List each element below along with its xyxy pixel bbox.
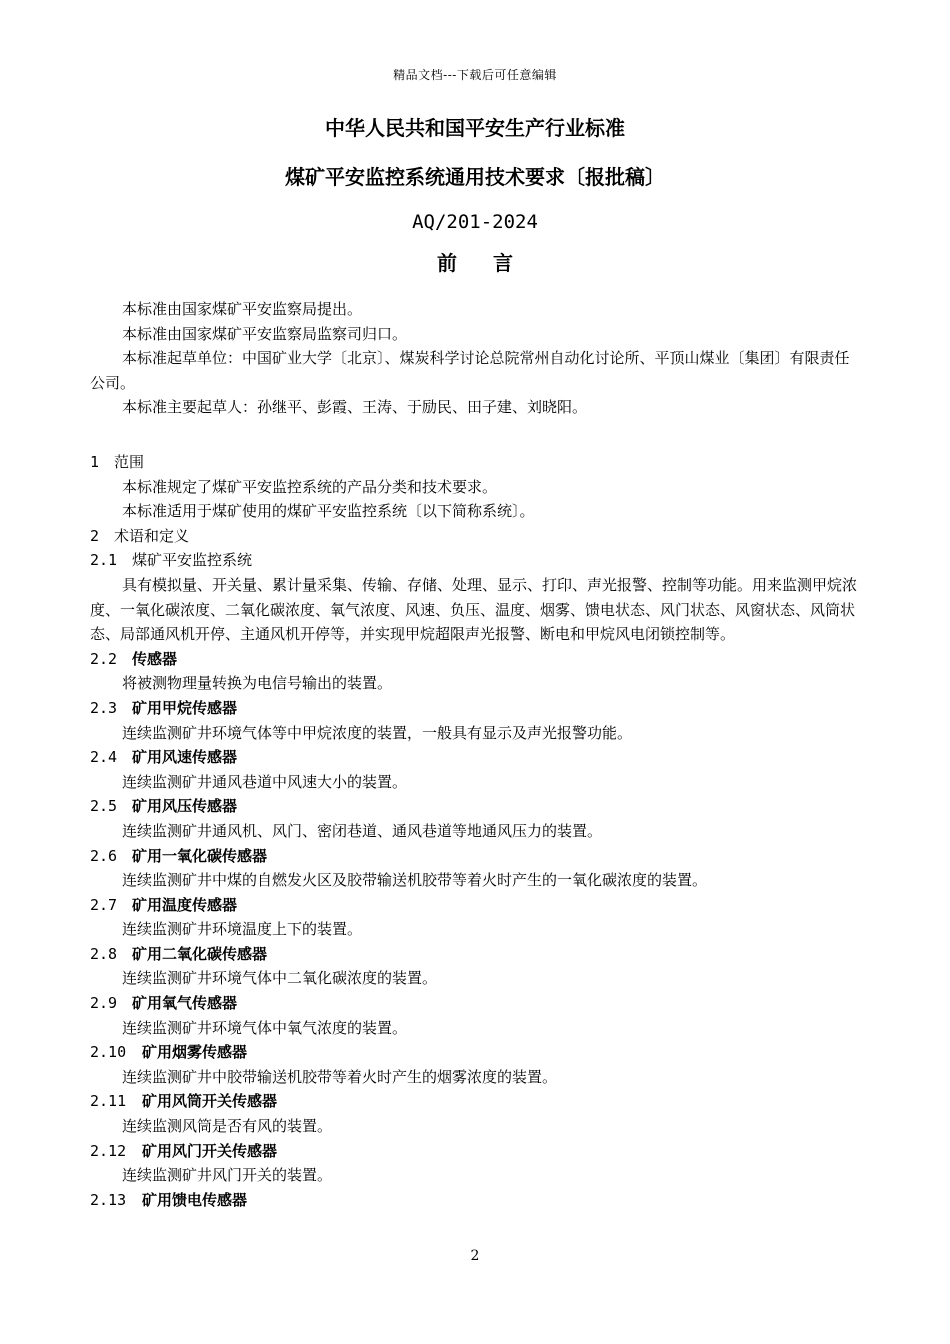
section-title: 术语和定义 xyxy=(114,526,190,545)
section-heading xyxy=(90,524,860,549)
section-number: 2.9 xyxy=(90,994,118,1013)
section-number: 2.6 xyxy=(90,846,118,865)
section-title: 矿用甲烷传感器 xyxy=(132,698,238,717)
section-heading xyxy=(90,942,860,967)
section-number: 2.10 xyxy=(90,1043,127,1062)
section-title: 范围 xyxy=(114,453,145,471)
section-number: 2.8 xyxy=(90,944,118,963)
section-paragraph: 连续监测矿井中胶带输送机胶带等着火时产生的烟雾浓度的装置。 xyxy=(122,1067,558,1086)
section-paragraph: 本标准适用于煤矿使用的煤矿平安监控系统〔以下简称系统〕。 xyxy=(122,502,535,521)
section-paragraph: 连续监测矿井环境气体等中甲烷浓度的装置，一般具有显示及声光报警功能。 xyxy=(122,723,633,742)
section-title: 矿用温度传感器 xyxy=(132,895,238,914)
section-heading xyxy=(90,696,860,721)
document-title: 煤矿平安监控系统通用技术要求〔报批稿〕 xyxy=(285,165,665,189)
section-title: 矿用风筒开关传感器 xyxy=(142,1092,278,1111)
section-number: 2.13 xyxy=(90,1190,127,1209)
section-number: 2.3 xyxy=(90,698,118,717)
section-title: 传感器 xyxy=(132,649,178,668)
section-heading xyxy=(90,745,860,770)
section-paragraph: 将被测物理量转换为电信号输出的装置。 xyxy=(122,674,393,693)
preface-paragraph: 本标准由国家煤矿平安监察局提出。 xyxy=(122,300,363,318)
section-paragraph: 连续监测矿井环境气体中氧气浓度的装置。 xyxy=(122,1018,408,1037)
section-title: 矿用风压传感器 xyxy=(132,797,238,816)
preface-block xyxy=(90,297,860,420)
section-heading xyxy=(90,1040,860,1065)
section-paragraph: 连续监测矿井环境气体中二氧化碳浓度的装置。 xyxy=(122,969,438,988)
page-number: 2 xyxy=(470,1248,480,1264)
section-heading xyxy=(90,991,860,1016)
section-number: 1 xyxy=(90,453,100,471)
section-heading xyxy=(90,844,860,869)
section-title: 煤矿平安监控系统 xyxy=(132,551,253,570)
section-title: 矿用风门开关传感器 xyxy=(142,1141,278,1160)
section-paragraph: 连续监测矿井通风巷道中风速大小的装置。 xyxy=(122,772,408,791)
section-paragraph: 连续监测矿井通风机、风门、密闭巷道、通风巷道等地通风压力的装置。 xyxy=(122,821,603,840)
section-number: 2.1 xyxy=(90,551,118,570)
section-heading xyxy=(90,893,860,918)
section-title: 矿用一氧化碳传感器 xyxy=(132,846,268,865)
section-paragraph: 连续监测矿井风门开关的装置。 xyxy=(122,1166,333,1185)
preface-paragraph: 本标准起草单位：中国矿业大学〔北京〕、煤炭科学讨论总院常州自动化讨论所、平顶山煤业〔集团〕有限责任公司。 xyxy=(90,349,850,392)
section-title: 矿用氧气传感器 xyxy=(132,994,238,1013)
section-title: 矿用二氧化碳传感器 xyxy=(132,944,268,963)
section-number: 2.5 xyxy=(90,797,118,816)
section-number: 2.4 xyxy=(90,748,118,767)
section-paragraph: 连续监测矿井中煤的自燃发火区及胶带输送机胶带等着火时产生的一氧化碳浓度的装置。 xyxy=(122,871,708,890)
section-number: 2 xyxy=(90,526,100,545)
preface-heading: 前言 xyxy=(437,251,549,275)
section-heading xyxy=(90,1089,860,1114)
section-heading xyxy=(90,1139,860,1164)
section-heading xyxy=(90,548,860,573)
section-number: 2.11 xyxy=(90,1092,127,1111)
section-number: 2.2 xyxy=(90,649,118,668)
section-paragraph: 连续监测矿井环境温度上下的装置。 xyxy=(122,920,363,939)
section-paragraph: 具有模拟量、开关量、累计量采集、传输、存储、处理、显示、打印、声光报警、控制等功能。用来监测甲烷浓度、一氧化碳浓度、二氧化碳浓度、氧气浓度、风速、负压、温度、烟雾、馈电状态、风门状态、风窗状态、风筒状态、局部通风机开停、主通风机开停等，并实现甲烷超限声光报警、断电和甲烷风电闭锁控制等。 xyxy=(90,575,858,644)
section-title: 矿用风速传感器 xyxy=(132,748,238,767)
section-paragraph: 本标准规定了煤矿平安监控系统的产品分类和技术要求。 xyxy=(122,477,498,496)
preface-paragraph: 本标准主要起草人：孙继平、彭霞、王涛、于励民、田子建、刘晓阳。 xyxy=(122,398,588,417)
header-note: 精品文档---下载后可任意编辑 xyxy=(393,68,557,82)
sections-block xyxy=(90,450,860,1212)
section-title: 矿用馈电传感器 xyxy=(142,1190,248,1209)
preface-paragraph: 本标准由国家煤矿平安监察局监察司归口。 xyxy=(122,324,408,343)
section-heading xyxy=(90,794,860,819)
section-heading xyxy=(90,1188,860,1213)
section-number: 2.12 xyxy=(90,1141,127,1160)
section-title: 矿用烟雾传感器 xyxy=(142,1043,248,1062)
standard-code: AQ/201-2024 xyxy=(412,211,538,233)
section-heading xyxy=(90,450,860,475)
standard-category-title: 中华人民共和国平安生产行业标准 xyxy=(325,116,625,140)
section-number: 2.7 xyxy=(90,895,118,914)
section-paragraph: 连续监测风筒是否有风的装置。 xyxy=(122,1117,333,1136)
section-heading xyxy=(90,647,860,672)
